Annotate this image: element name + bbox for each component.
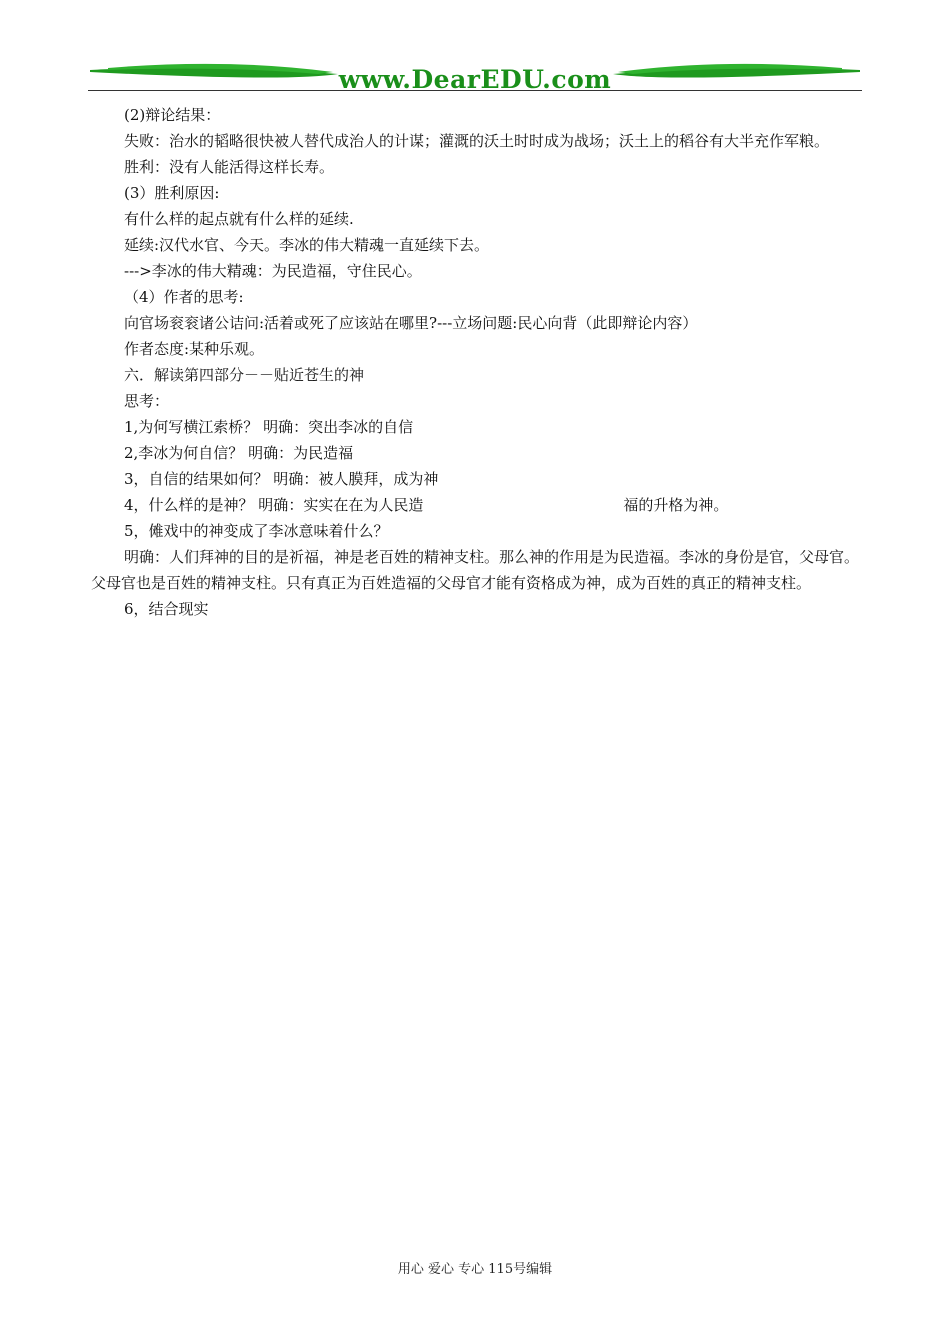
question-item: 6，结合现实 [124, 600, 209, 618]
paragraph: --->李冰的伟大精魂：为民造福，守住民心。 [124, 262, 422, 280]
paragraph: (3）胜利原因: [124, 184, 220, 202]
question-text-part2: 福的升格为神。 [623, 496, 729, 514]
page-footer: 用心 爱心 专心 115号编辑 [397, 1262, 553, 1277]
paragraph: (2)辩论结果： [124, 106, 221, 124]
question-text-part1: 4，什么样的是神？ 明确：实实在在为人民造 [124, 496, 424, 514]
header-rule [88, 90, 862, 91]
question-item: 5，傩戏中的神变成了李冰意味着什么？ [124, 522, 389, 540]
paragraph: 向官场衮衮诸公诘问:活着或死了应该站在哪里?---立场问题:民心向背（此即辩论内容） [124, 314, 698, 332]
paragraph: 明确：人们拜神的目的是祈福，神是老百姓的精神支柱。那么神的作用是为民造福。李冰的身份是官，父母官。父母官也是百姓的精神支柱。只有真正为百姓造福的父母官才能有资格成为神，成为百姓的真正的精神支柱。 [91, 548, 860, 592]
paragraph: 延续:汉代水官、今天。李冰的伟大精魂一直延续下去。 [124, 236, 490, 254]
paragraph: （4）作者的思考: [124, 288, 244, 306]
question-item [91, 492, 863, 518]
question-item: 3，自信的结果如何？ 明确：被人膜拜，成为神 [124, 470, 439, 488]
question-item: 2,李冰为何自信？ 明确：为民造福 [124, 444, 354, 462]
question-item: 1,为何写横江索桥？ 明确：突出李冰的自信 [124, 418, 414, 436]
section-heading: 六．解读第四部分－－贴近苍生的神 [124, 366, 365, 384]
paragraph: 失败：治水的韬略很快被人替代成治人的计谋；灌溉的沃土时时成为战场；沃土上的稻谷有大半充作军粮。 [124, 132, 830, 150]
paragraph: 胜利：没有人能活得这样长寿。 [124, 158, 335, 176]
document-body [91, 102, 863, 622]
paragraph: 有什么样的起点就有什么样的延续. [124, 210, 354, 228]
paragraph: 作者态度:某种乐观。 [124, 340, 265, 358]
site-logo-text: www.DearEDU.com [338, 65, 612, 94]
paragraph: 思考： [124, 392, 170, 410]
